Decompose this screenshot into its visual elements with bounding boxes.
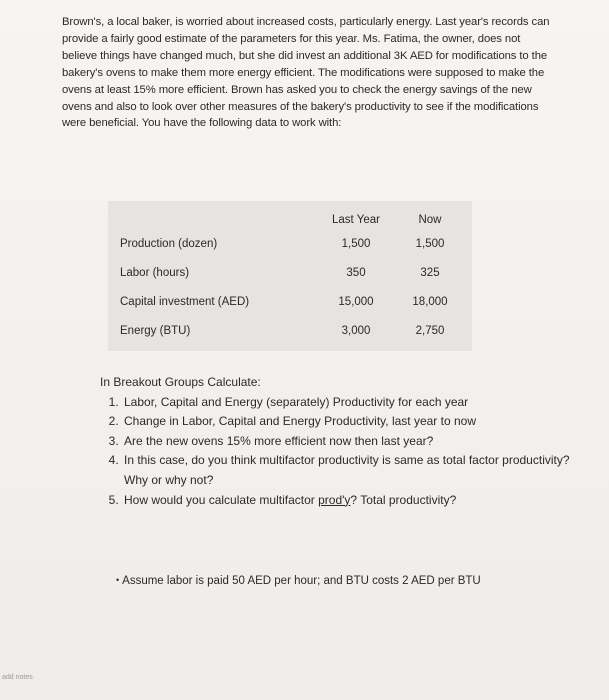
cell-capital-last-year: 15,000 (338, 296, 374, 308)
column-header-last-year: Last Year (332, 214, 380, 226)
task-item-5-text-b: ? Total productivity? (350, 492, 457, 507)
cell-energy-last-year: 3,000 (341, 325, 371, 337)
column-header-now: Now (418, 214, 442, 226)
task-item-3: 3. Are the new ovens 15% more efficient now then last year? (122, 432, 590, 452)
task-item-2: 2. Change in Labor, Capital and Energy Productivity, last year to now (122, 412, 590, 432)
cell-labor-now: 325 (420, 267, 440, 279)
cell-production-now: 1,500 (415, 238, 445, 250)
task-item-5-text-a: How would you calculate multifactor (124, 492, 319, 507)
cell-labor-last-year: 350 (346, 267, 366, 279)
task-list-section (100, 373, 590, 510)
row-label-production: Production (dozen) (120, 238, 218, 250)
assumption-text: Assume labor is paid 50 AED per hour; and BTU costs 2 AED per BTU (122, 575, 481, 587)
bullet-icon: • (116, 575, 120, 585)
task-item-5-underlined-word: prod'y (318, 492, 351, 507)
task-item-5 (122, 491, 590, 511)
row-label-capital: Capital investment (AED) (120, 296, 250, 308)
assumption-note (116, 575, 481, 587)
row-label-labor: Labor (hours) (120, 267, 190, 279)
task-item-1: 1. Labor, Capital and Energy (separately) Productivity for each year (122, 393, 590, 413)
task-item-4: 4. In this case, do you think multifactor productivity is same as total factor productivity? Why or why not? (122, 451, 590, 490)
data-table (108, 201, 472, 351)
cell-energy-now: 2,750 (415, 325, 445, 337)
add-notes-label[interactable]: add notes (2, 674, 33, 681)
problem-description: Brown's, a local baker, is worried about increased costs, particularly energy. Last year's records can provide a fairly good estimate of the parameters for this year. Ms. Fatima, the owner, does not believe things have changed much, but she did invest an additional 3K AED for modifications to the bakery's ovens to make them more energy efficient. The modifications were supposed to make the ovens at least 15% more efficient. Brown has asked you to check the energy savings of the new ovens and also to look over other measures of the bakery's productivity to see if the modifications were beneficial. You have the following data to work with: (62, 16, 550, 130)
cell-production-last-year: 1,500 (341, 238, 371, 250)
task-list (100, 393, 590, 511)
task-heading: In Breakout Groups Calculate: (100, 375, 261, 389)
cell-capital-now: 18,000 (412, 296, 448, 308)
row-label-energy: Energy (BTU) (120, 325, 191, 337)
